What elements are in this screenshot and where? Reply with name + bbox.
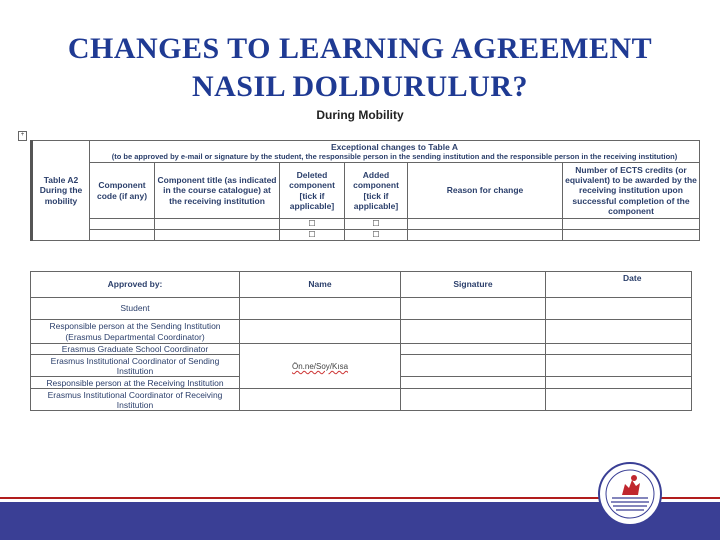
signature-cell[interactable] xyxy=(401,320,546,344)
table-row-cell[interactable] xyxy=(90,230,155,241)
col-deleted-component: Deleted component [tick if applicable] xyxy=(280,163,345,219)
section-heading: During Mobility xyxy=(316,108,404,122)
signature-cell[interactable] xyxy=(401,377,546,389)
table-a-heading: Exceptional changes to Table A xyxy=(90,141,700,153)
col-date: Date xyxy=(623,273,642,283)
name-cell[interactable] xyxy=(240,344,401,389)
slide-title-line1: CHANGES TO LEARNING AGREEMENT xyxy=(67,32,653,65)
table-anchor-icon: + xyxy=(18,131,27,141)
date-cell[interactable] xyxy=(546,298,692,320)
col-added-component: Added component [tick if applicable] xyxy=(345,163,408,219)
table-row-cell[interactable] xyxy=(408,230,563,241)
signature-cell[interactable] xyxy=(401,355,546,377)
table-row-cell[interactable] xyxy=(155,230,280,241)
table-row-cell[interactable] xyxy=(408,219,563,230)
signature-cell[interactable] xyxy=(401,298,546,320)
signature-cell[interactable] xyxy=(401,389,546,411)
name-cell[interactable] xyxy=(240,320,401,344)
approver-row-label: Erasmus Institutional Coordinator of Sending Institution xyxy=(31,355,240,377)
col-signature: Signature xyxy=(401,272,546,298)
approver-row-label: Erasmus Graduate School Coordinator xyxy=(31,344,240,355)
approver-row-label: Erasmus Institutional Coordinator of Receiving Institution xyxy=(31,389,240,411)
approver-row-label: Responsible person at the Sending Institution (Erasmus Departmental Coordinator) xyxy=(31,320,240,344)
col-name: Name xyxy=(240,272,401,298)
deleted-checkbox[interactable]: ☐ xyxy=(280,230,345,241)
table-row-cell[interactable] xyxy=(563,219,700,230)
col-ects-credits: Number of ECTS credits (or equivalent) to be awarded by the receiving institution upon successful completion of the component xyxy=(563,163,700,219)
date-cell[interactable] xyxy=(546,344,692,355)
col-reason-for-change: Reason for change xyxy=(408,163,563,219)
added-checkbox[interactable]: ☐ xyxy=(345,230,408,241)
table-row-cell[interactable] xyxy=(90,219,155,230)
approval-table xyxy=(30,271,692,411)
table-a-label: Table A2 During the mobility xyxy=(32,141,90,241)
date-cell[interactable] xyxy=(546,355,692,377)
col-date-cell xyxy=(546,272,692,298)
approver-row-label: Student xyxy=(31,298,240,320)
col-approved-by: Approved by: xyxy=(31,272,240,298)
table-row-cell[interactable] xyxy=(563,230,700,241)
date-cell[interactable] xyxy=(546,377,692,389)
date-cell[interactable] xyxy=(546,389,692,411)
deleted-checkbox[interactable]: ☐ xyxy=(280,219,345,230)
col-component-code: Component code (if any) xyxy=(90,163,155,219)
table-a-note: (to be approved by e-mail or signature by the student, the responsible person in the sending institution and the responsible person in the receiving institution) xyxy=(90,153,700,163)
university-seal-icon xyxy=(598,462,662,526)
name-cell[interactable] xyxy=(240,389,401,411)
signature-cell[interactable] xyxy=(401,344,546,355)
date-cell[interactable] xyxy=(546,320,692,344)
name-placeholder: Ön.ne/Soy/Kısa xyxy=(291,361,349,371)
changes-table-a xyxy=(30,140,700,241)
added-checkbox[interactable]: ☐ xyxy=(345,219,408,230)
col-component-title: Component title (as indicated in the course catalogue) at the receiving institution xyxy=(155,163,280,219)
table-row-cell[interactable] xyxy=(155,219,280,230)
name-cell[interactable] xyxy=(240,298,401,320)
slide-title-line2: NASIL DOLDURULUR? xyxy=(191,70,529,103)
approver-row-label: Responsible person at the Receiving Institution xyxy=(31,377,240,389)
